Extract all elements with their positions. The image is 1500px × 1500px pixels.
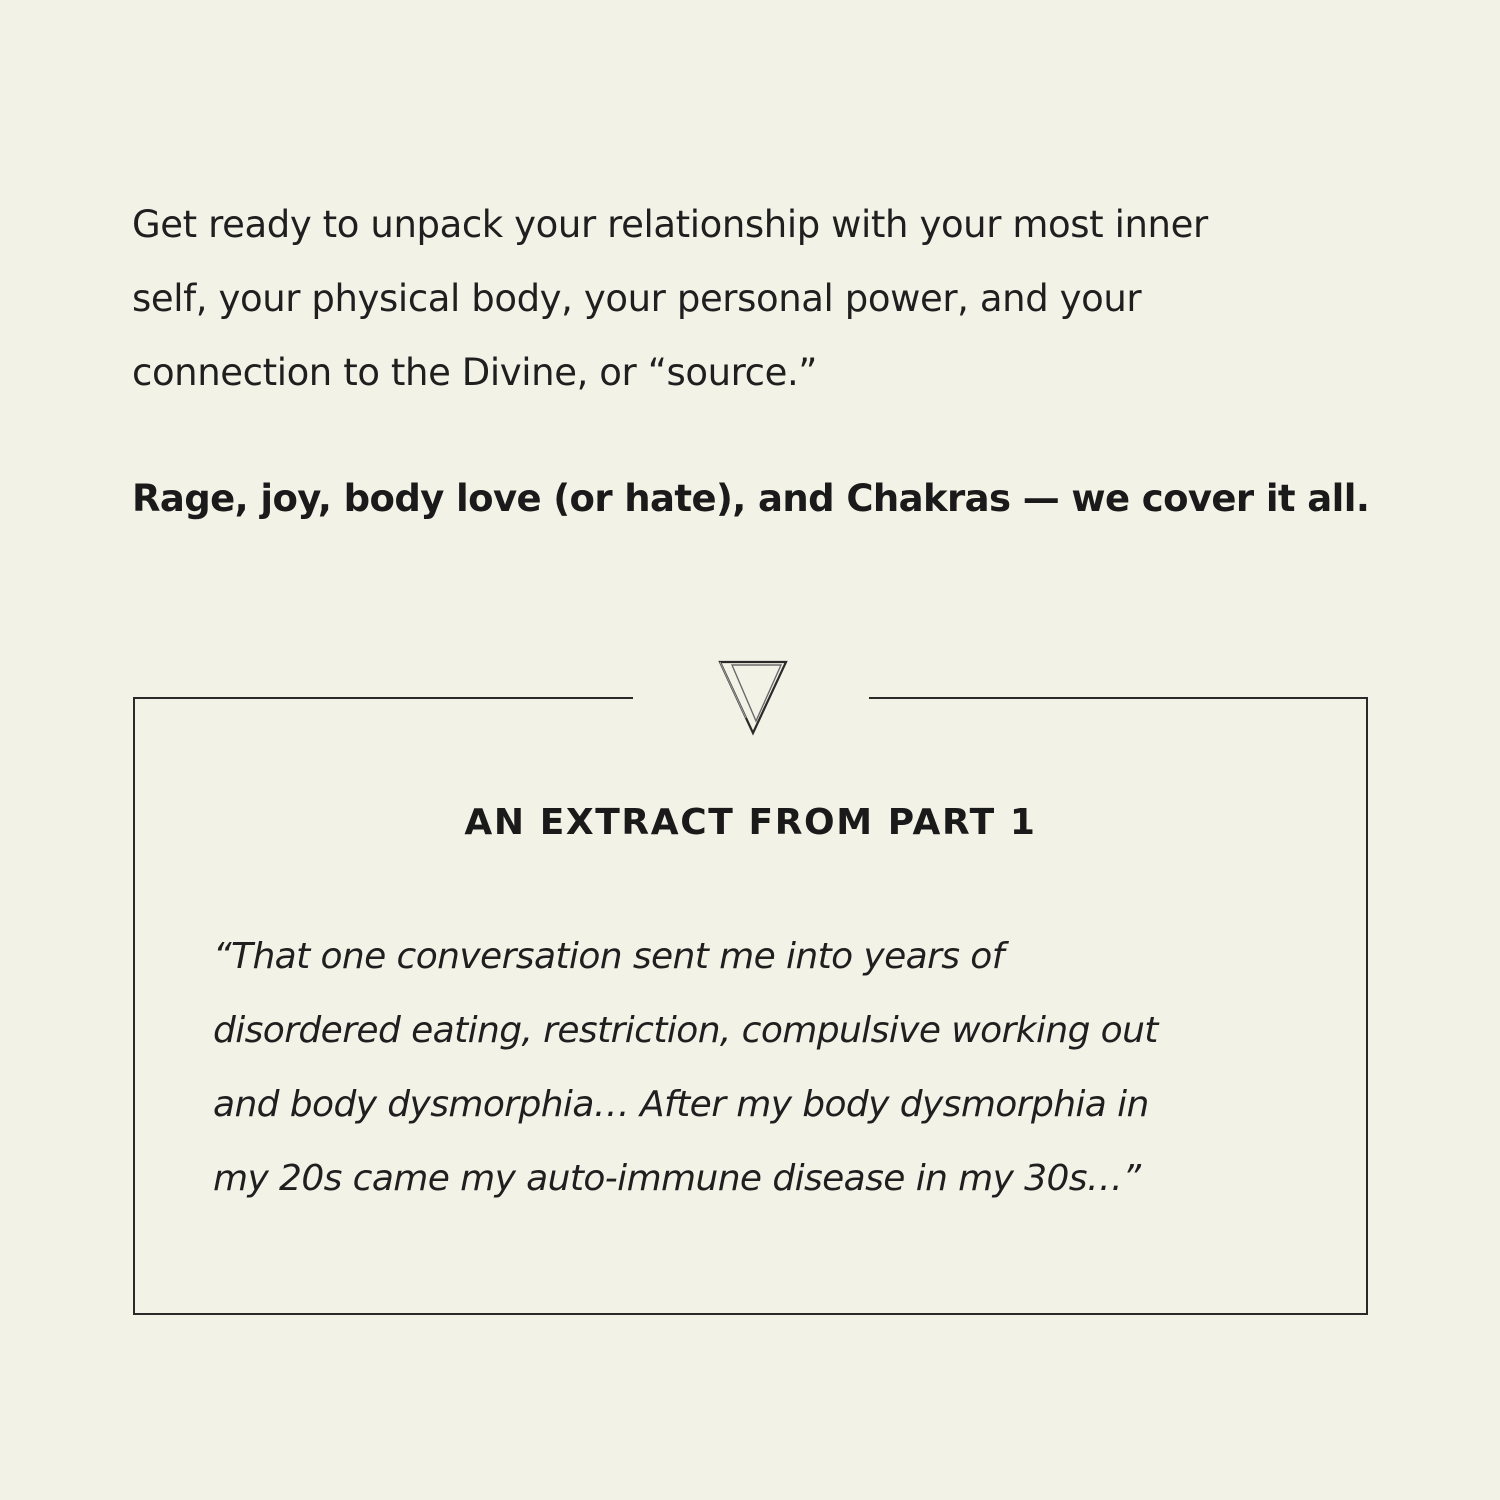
intro-line: Get ready to unpack your relationship with your most inner	[132, 203, 1208, 246]
nested-triangles-icon	[715, 655, 791, 741]
intro-line: self, your physical body, your personal power, and your	[132, 277, 1142, 320]
quote-line: disordered eating, restriction, compulsive working out	[213, 1010, 1158, 1051]
intro-line: connection to the Divine, or “source.”	[132, 351, 818, 394]
tagline: Rage, joy, body love (or hate), and Chakras — we cover it all.	[132, 477, 1370, 520]
extract-heading: AN EXTRACT FROM PART 1	[464, 802, 1037, 843]
quote-line: and body dysmorphia… After my body dysmorphia in	[213, 1084, 1149, 1125]
quote-line: “That one conversation sent me into years of	[213, 936, 1004, 977]
quote-line: my 20s came my auto-immune disease in my 30s…”	[213, 1158, 1141, 1199]
extract-quote	[213, 920, 1313, 1216]
intro-paragraph	[132, 188, 1382, 410]
